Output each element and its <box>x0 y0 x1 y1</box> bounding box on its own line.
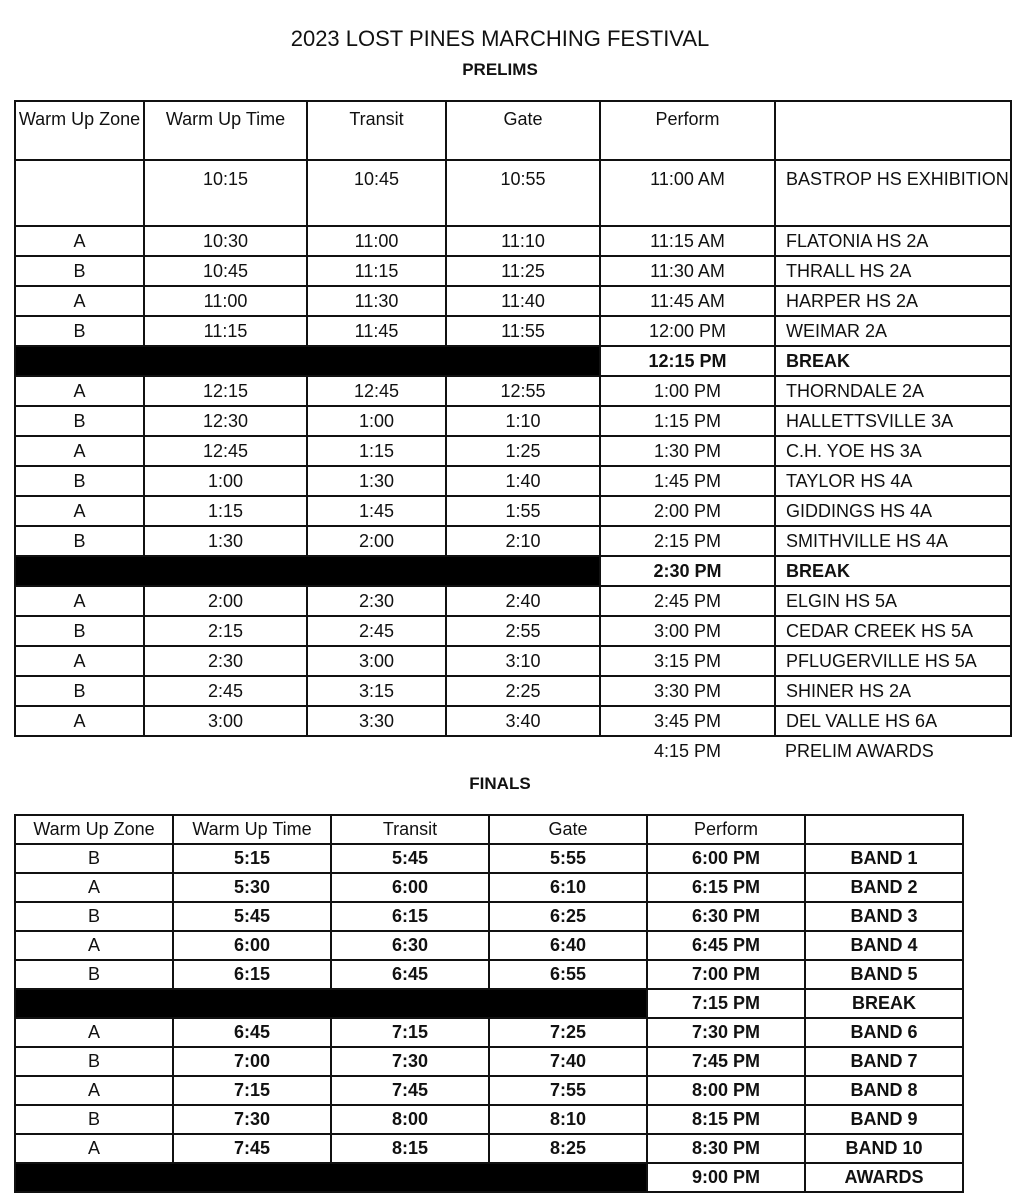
table-row <box>15 873 963 902</box>
gate-cell: 2:10 <box>446 526 600 556</box>
band-name-cell: BAND 5 <box>805 960 963 989</box>
warmup-time-cell: 10:30 <box>144 226 307 256</box>
finals-header-cell: Perform <box>647 815 805 844</box>
break-bar <box>15 989 647 1018</box>
gate-cell: 1:10 <box>446 406 600 436</box>
table-row <box>15 1047 963 1076</box>
gate-cell: 10:55 <box>446 160 600 226</box>
finals-header-cell: Transit <box>331 815 489 844</box>
band-name-cell: TAYLOR HS 4A <box>775 466 1011 496</box>
band-name-cell: PRELIM AWARDS <box>785 740 934 761</box>
zone-cell: B <box>15 616 144 646</box>
band-name-cell: WEIMAR 2A <box>775 316 1011 346</box>
perform-cell: 12:15 PM <box>600 346 775 376</box>
transit-cell: 2:00 <box>307 526 446 556</box>
zone-cell: A <box>15 1018 173 1047</box>
zone-cell: B <box>15 406 144 436</box>
perform-cell: 1:30 PM <box>600 436 775 466</box>
transit-cell: 2:45 <box>307 616 446 646</box>
band-name-cell: DEL VALLE HS 6A <box>775 706 1011 736</box>
table-row <box>15 960 963 989</box>
transit-cell: 11:30 <box>307 286 446 316</box>
perform-cell: 6:00 PM <box>647 844 805 873</box>
perform-cell: 6:30 PM <box>647 902 805 931</box>
prelims-header-cell: Transit <box>307 101 446 160</box>
band-name-cell: CEDAR CREEK HS 5A <box>775 616 1011 646</box>
warmup-time-cell: 7:30 <box>173 1105 331 1134</box>
band-name-cell: GIDDINGS HS 4A <box>775 496 1011 526</box>
empty-cell <box>144 736 307 765</box>
band-name-cell: HALLETTSVILLE 3A <box>775 406 1011 436</box>
finals-table <box>14 814 964 1193</box>
transit-cell: 11:00 <box>307 226 446 256</box>
transit-cell: 1:45 <box>307 496 446 526</box>
zone-cell: B <box>15 1047 173 1076</box>
prelims-table <box>14 100 1012 765</box>
transit-cell: 8:15 <box>331 1134 489 1163</box>
prelims-header-cell <box>775 101 1011 160</box>
finals-header-cell: Warm Up Time <box>173 815 331 844</box>
band-name-cell: HARPER HS 2A <box>775 286 1011 316</box>
zone-cell: A <box>15 931 173 960</box>
warmup-time-cell: 5:15 <box>173 844 331 873</box>
gate-cell: 6:55 <box>489 960 647 989</box>
gate-cell: 6:25 <box>489 902 647 931</box>
finals-header-cell: Gate <box>489 815 647 844</box>
band-name-cell: BAND 6 <box>805 1018 963 1047</box>
gate-cell: 7:25 <box>489 1018 647 1047</box>
transit-cell: 10:45 <box>307 160 446 226</box>
transit-cell: 7:45 <box>331 1076 489 1105</box>
perform-cell: 7:30 PM <box>647 1018 805 1047</box>
table-row <box>15 902 963 931</box>
perform-cell: 11:00 AM <box>600 160 775 226</box>
perform-cell: 9:00 PM <box>647 1163 805 1192</box>
empty-cell <box>307 736 446 765</box>
gate-cell: 11:25 <box>446 256 600 286</box>
transit-cell: 11:45 <box>307 316 446 346</box>
zone-cell: B <box>15 256 144 286</box>
zone-cell: A <box>15 586 144 616</box>
band-name-cell: SMITHVILLE HS 4A <box>775 526 1011 556</box>
perform-cell: 2:30 PM <box>600 556 775 586</box>
zone-cell: A <box>15 1076 173 1105</box>
transit-cell: 8:00 <box>331 1105 489 1134</box>
warmup-time-cell: 11:00 <box>144 286 307 316</box>
prelims-header-cell: Warm Up Zone <box>15 101 144 160</box>
transit-cell: 12:45 <box>307 376 446 406</box>
zone-cell: B <box>15 316 144 346</box>
band-name-cell: BASTROP HS EXHIBITION <box>775 160 1011 226</box>
table-row <box>15 1134 963 1163</box>
zone-cell: B <box>15 960 173 989</box>
gate-cell: 3:40 <box>446 706 600 736</box>
break-row <box>15 556 1011 586</box>
perform-cell: 2:15 PM <box>600 526 775 556</box>
warmup-time-cell: 2:45 <box>144 676 307 706</box>
band-name-cell: BAND 8 <box>805 1076 963 1105</box>
table-row <box>15 406 1011 436</box>
band-name-cell: SHINER HS 2A <box>775 676 1011 706</box>
transit-cell: 6:15 <box>331 902 489 931</box>
gate-cell: 8:10 <box>489 1105 647 1134</box>
transit-cell: 3:00 <box>307 646 446 676</box>
perform-cell: 6:15 PM <box>647 873 805 902</box>
warmup-time-cell: 7:00 <box>173 1047 331 1076</box>
band-name-cell: AWARDS <box>805 1163 963 1192</box>
perform-cell: 4:15 PM <box>653 740 722 761</box>
zone-cell: A <box>15 376 144 406</box>
perform-cell: 8:15 PM <box>647 1105 805 1134</box>
perform-cell: 1:15 PM <box>600 406 775 436</box>
gate-cell: 2:40 <box>446 586 600 616</box>
table-row <box>15 844 963 873</box>
transit-cell: 3:30 <box>307 706 446 736</box>
perform-cell: 6:45 PM <box>647 931 805 960</box>
band-name-cell: BAND 4 <box>805 931 963 960</box>
perform-cell: 1:45 PM <box>600 466 775 496</box>
warmup-time-cell: 6:15 <box>173 960 331 989</box>
table-row <box>15 466 1011 496</box>
zone-cell: A <box>15 496 144 526</box>
perform-cell: 8:30 PM <box>647 1134 805 1163</box>
perform-cell: 12:00 PM <box>600 316 775 346</box>
band-name-cell: BAND 9 <box>805 1105 963 1134</box>
prelims-header-cell: Warm Up Time <box>144 101 307 160</box>
zone-cell: B <box>15 1105 173 1134</box>
finals-header-cell <box>805 815 963 844</box>
zone-cell: A <box>15 286 144 316</box>
perform-cell: 11:45 AM <box>600 286 775 316</box>
table-row <box>15 316 1011 346</box>
zone-cell: A <box>15 873 173 902</box>
band-name-cell: ELGIN HS 5A <box>775 586 1011 616</box>
warmup-time-cell: 2:00 <box>144 586 307 616</box>
gate-cell: 7:55 <box>489 1076 647 1105</box>
band-name-cell: BAND 2 <box>805 873 963 902</box>
break-bar <box>15 556 600 586</box>
transit-cell: 7:15 <box>331 1018 489 1047</box>
transit-cell: 6:45 <box>331 960 489 989</box>
zone-cell: B <box>15 844 173 873</box>
perform-cell: 3:00 PM <box>600 616 775 646</box>
zone-cell: B <box>15 902 173 931</box>
perform-cell: 7:15 PM <box>647 989 805 1018</box>
perform-cell: 11:30 AM <box>600 256 775 286</box>
band-name-cell: PFLUGERVILLE HS 5A <box>775 646 1011 676</box>
warmup-time-cell: 5:30 <box>173 873 331 902</box>
warmup-time-cell: 1:15 <box>144 496 307 526</box>
band-name-cell: FLATONIA HS 2A <box>775 226 1011 256</box>
transit-cell: 1:15 <box>307 436 446 466</box>
table-row <box>15 646 1011 676</box>
warmup-time-cell: 1:00 <box>144 466 307 496</box>
warmup-time-cell: 10:45 <box>144 256 307 286</box>
table-row <box>15 616 1011 646</box>
warmup-time-cell: 6:00 <box>173 931 331 960</box>
table-row <box>15 256 1011 286</box>
table-row <box>15 376 1011 406</box>
perform-cell: 3:15 PM <box>600 646 775 676</box>
finals-header-row <box>15 815 963 844</box>
document-title: 2023 LOST PINES MARCHING FESTIVAL <box>290 26 710 51</box>
band-name-cell: BAND 7 <box>805 1047 963 1076</box>
prelims-header-cell: Gate <box>446 101 600 160</box>
warmup-time-cell: 12:15 <box>144 376 307 406</box>
zone-cell: A <box>15 706 144 736</box>
gate-cell: 1:25 <box>446 436 600 466</box>
perform-cell: 11:15 AM <box>600 226 775 256</box>
gate-cell: 2:25 <box>446 676 600 706</box>
break-row <box>15 346 1011 376</box>
warmup-time-cell: 2:15 <box>144 616 307 646</box>
perform-cell: 8:00 PM <box>647 1076 805 1105</box>
table-row <box>15 286 1011 316</box>
gate-cell: 2:55 <box>446 616 600 646</box>
empty-cell <box>15 736 144 765</box>
gate-cell: 6:10 <box>489 873 647 902</box>
warmup-time-cell: 1:30 <box>144 526 307 556</box>
table-row <box>15 586 1011 616</box>
band-name-cell: BREAK <box>775 346 1011 376</box>
perform-cell: 2:45 PM <box>600 586 775 616</box>
transit-cell: 1:30 <box>307 466 446 496</box>
finals-header-cell: Warm Up Zone <box>15 815 173 844</box>
perform-cell: 3:30 PM <box>600 676 775 706</box>
zone-cell <box>15 160 144 226</box>
band-name-cell: BAND 10 <box>805 1134 963 1163</box>
zone-cell: A <box>15 1134 173 1163</box>
zone-cell: A <box>15 436 144 466</box>
perform-cell: 1:00 PM <box>600 376 775 406</box>
transit-cell: 3:15 <box>307 676 446 706</box>
gate-cell: 1:40 <box>446 466 600 496</box>
transit-cell: 5:45 <box>331 844 489 873</box>
gate-cell: 5:55 <box>489 844 647 873</box>
prelims-header-row <box>15 101 1011 160</box>
transit-cell: 1:00 <box>307 406 446 436</box>
warmup-time-cell: 2:30 <box>144 646 307 676</box>
zone-cell: B <box>15 676 144 706</box>
table-row <box>15 1076 963 1105</box>
transit-cell: 2:30 <box>307 586 446 616</box>
gate-cell: 7:40 <box>489 1047 647 1076</box>
gate-cell: 12:55 <box>446 376 600 406</box>
warmup-time-cell: 3:00 <box>144 706 307 736</box>
band-name-cell: BAND 1 <box>805 844 963 873</box>
table-row <box>15 706 1011 736</box>
band-name-cell: BREAK <box>775 556 1011 586</box>
warmup-time-cell: 10:15 <box>144 160 307 226</box>
gate-cell: 1:55 <box>446 496 600 526</box>
perform-cell: 2:00 PM <box>600 496 775 526</box>
band-name-cell: BAND 3 <box>805 902 963 931</box>
transit-cell: 6:30 <box>331 931 489 960</box>
zone-cell: A <box>15 646 144 676</box>
warmup-time-cell: 11:15 <box>144 316 307 346</box>
zone-cell: A <box>15 226 144 256</box>
prelims-heading: PRELIMS <box>462 60 538 79</box>
gate-cell: 8:25 <box>489 1134 647 1163</box>
break-row <box>15 1163 963 1192</box>
table-row <box>15 1105 963 1134</box>
gate-cell: 11:40 <box>446 286 600 316</box>
warmup-time-cell: 7:15 <box>173 1076 331 1105</box>
gate-cell: 3:10 <box>446 646 600 676</box>
table-row <box>15 1018 963 1047</box>
transit-cell: 11:15 <box>307 256 446 286</box>
band-name-cell: THRALL HS 2A <box>775 256 1011 286</box>
perform-cell: 7:00 PM <box>647 960 805 989</box>
band-name-cell: THORNDALE 2A <box>775 376 1011 406</box>
warmup-time-cell: 6:45 <box>173 1018 331 1047</box>
warmup-time-cell: 5:45 <box>173 902 331 931</box>
zone-cell: B <box>15 466 144 496</box>
transit-cell: 7:30 <box>331 1047 489 1076</box>
empty-cell <box>446 736 600 765</box>
perform-cell: 3:45 PM <box>600 706 775 736</box>
perform-cell: 7:45 PM <box>647 1047 805 1076</box>
band-name-cell: C.H. YOE HS 3A <box>775 436 1011 466</box>
warmup-time-cell: 7:45 <box>173 1134 331 1163</box>
warmup-time-cell: 12:30 <box>144 406 307 436</box>
zone-cell: B <box>15 526 144 556</box>
break-bar <box>15 346 600 376</box>
break-bar <box>15 1163 647 1192</box>
gate-cell: 6:40 <box>489 931 647 960</box>
table-row <box>15 931 963 960</box>
gate-cell: 11:10 <box>446 226 600 256</box>
finals-heading: FINALS <box>469 774 531 793</box>
prelim-awards-row <box>15 736 1011 765</box>
table-row <box>15 436 1011 466</box>
table-row <box>15 526 1011 556</box>
table-row <box>15 226 1011 256</box>
prelims-header-cell: Perform <box>600 101 775 160</box>
warmup-time-cell: 12:45 <box>144 436 307 466</box>
band-name-cell: BREAK <box>805 989 963 1018</box>
table-row <box>15 496 1011 526</box>
gate-cell: 11:55 <box>446 316 600 346</box>
transit-cell: 6:00 <box>331 873 489 902</box>
break-row <box>15 989 963 1018</box>
table-row <box>15 676 1011 706</box>
table-row <box>15 160 1011 226</box>
